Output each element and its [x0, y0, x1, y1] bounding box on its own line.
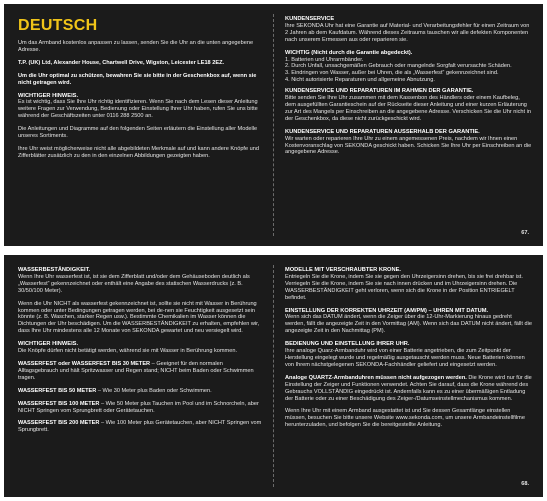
- rating-label: WASSERFEST BIS 50 METER: [18, 387, 97, 394]
- important-heading: WICHTIGER HINWEIS.: [18, 341, 79, 348]
- ampm-text: Wenn sich das DATUM ändert, wenn die Zeiger über die 12-Uhr-Markierung hinaus gedreht werden, fällt die angezeigte Zeit in den Vormittag (AM). Wenn sich das DATUM nicht ändert, fällt die angezeigte Zeit in den Nachmittag (PM).: [285, 314, 532, 335]
- warranty-repair-heading: KUNDENSERVICE UND REPARATUREN IM RAHMEN DER GARANTIE.: [285, 88, 474, 95]
- screw-crown-text: Entriegeln Sie die Krone, indem Sie sie gegen den Uhrzeigersinn drehen, bis sie frei drehbar ist. Verriegeln Sie die Krone, indem Sie sie nach innen drücken und im Uhrzeigersinn drehen. Die WASSERBESTÄNDIGKEIT geht verloren, wenn sich die Krone in der Position ENTRIEGELT befindet.: [285, 273, 523, 301]
- right-column: [285, 16, 532, 162]
- left-column: [18, 267, 262, 440]
- rating-label: WASSERFEST BIS 100 METER: [18, 400, 100, 407]
- operation-text: Ihre analoge Quarz-Armbanduhr wird von einer Batterie angetrieben, die zum Zeitpunkt der Herstellung eingelegt wurde und regelmäßig ausgetauscht werden muss. Neue Batterien können von Ihrem nächstgelegenen SEKONDA-Fachhändler geliefert und eingesetzt werden.: [285, 348, 525, 368]
- excluded-item: 2. Durch Unfall, unsachgemäßen Gebrauch oder mangelnde Sorgfalt verursachte Schäden.: [285, 63, 512, 70]
- intro-text: Um das Armband kostenlos anpassen zu lassen, senden Sie die Uhr an die unten angegebene Adresse.: [18, 40, 254, 53]
- warranty-repair-text: Bitte senden Sie Ihre Uhr zusammen mit dem Kassenbon des Händlers oder einem Kaufbeleg, dem ausgefüllten Garantieschein auf der Rückseite dieser Anleitung und einer kurzen Erläuterung zur Art des Mangels per Einschreiben an die angegebene Adresse. Verschicken Sie die Uhr nicht in der Geschenkbox, da diese nicht zurückgeschickt wird.: [285, 95, 531, 122]
- screw-crown-heading: MODELLE MIT VERSCHRAUBTER KRONE.: [285, 267, 401, 273]
- models-text: Die Anleitungen und Diagramme auf den folgenden Seiten erläutern die Einstellung aller Modelle unseres Sortiments.: [18, 126, 258, 140]
- rating-text: – Geeignet für den normalen Alltagsgebrauch und hält Spritzwasser und Regen stand; NICHT beim Baden oder Schwimmen tragen.: [18, 360, 254, 381]
- important-heading: WICHTIGER HINWEIS.: [18, 92, 79, 99]
- service-text: Ihre SEKONDA Uhr hat eine Garantie auf Material- und Verarbeitungsfehler für einen Zeitraum von 2 Jahren ab dem Kaufdatum. Während dieses Zeitraums tauschen wir alle defekten Komponenten nach unserem Ermessen aus oder reparieren sie.: [285, 22, 530, 43]
- water-text: Wenn Ihre Uhr wasserfest ist, ist sie dem Zifferblatt und/oder dem Gehäuseboden deutlich als „Wasserfest“ gekennzeichnet oder enthält eine Angabe des statischen Wasserdrucks (z. B. 30/50/100 Meter).: [18, 273, 250, 294]
- column-divider: [273, 14, 274, 236]
- rating-label: WASSERFEST BIS 200 METER: [18, 420, 100, 427]
- page-number: 67.: [521, 230, 529, 236]
- rating-text: – Wie 100 Meter plus Gerätetauchen, aber NICHT Springen vom Sprungbrett.: [18, 420, 262, 434]
- excluded-item: 4. Nicht autorisierte Reparaturen und allgemeine Abnutzung.: [285, 77, 435, 84]
- rating-label: WASSERFEST oder WASSERFEST BIS 30 METER: [18, 360, 151, 367]
- important-text: Es ist wichtig, dass Sie Ihre Uhr richtig identifizieren. Wenn Sie nach dem Lesen dieser Anleitung weitere Fragen zur Verwendung, Bedienung oder Einstellung Ihrer Uhr haben, rufen Sie uns bitte während der Geschäftszeiten unter 0116 288 2500 an.: [18, 99, 258, 120]
- right-column: [285, 267, 532, 435]
- protect-text: Um die Uhr optimal zu schützen, bewahren Sie sie bitte in der Geschenkbox auf, wenn sie nicht getragen wird.: [18, 72, 257, 86]
- address-text: T.P. (UK) Ltd, Alexander House, Chartwell Drive, Wigston, Leicester LE18 2EZ.: [18, 59, 225, 66]
- excluded-item: 3. Eindringen von Wasser, außer bei Uhren, die als „Wasserfest“ gekennzeichnet sind.: [285, 70, 499, 77]
- rating-100m: [18, 401, 262, 415]
- rating-200m: [18, 420, 262, 434]
- outside-warranty-heading: KUNDENSERVICE UND REPARATUREN AUSSERHALB DER GARANTIE.: [285, 128, 480, 135]
- excluded-item: 1. Batterien und Uhrarmbänder.: [285, 56, 364, 63]
- important-text: Die Knöpfe dürfen nicht betätigt werden, während sie mit Wasser in Berührung kommen.: [18, 348, 237, 355]
- outside-warranty-text: Wir warten oder reparieren Ihre Uhr zu einem angemessenen Preis, nachdem wir Ihnen einen Kostenvoranschlag von SEKONDA geschickt haben. Schicken Sie Ihre Uhr per Einschreiben an die angegebene Adresse.: [285, 135, 532, 156]
- water-heading: WASSERBESTÄNDIGKEIT.: [18, 267, 91, 273]
- excluded-heading: WICHTIG (Nicht durch die Garantie abgedeckt).: [285, 49, 413, 56]
- rating-30m: [18, 361, 262, 382]
- column-divider: [273, 265, 274, 487]
- page-number: 68.: [521, 481, 529, 487]
- page-title: DEUTSCH: [18, 17, 98, 34]
- quartz-heading: Analoge QUARTZ-Armbanduhren müssen nicht aufgezogen werden.: [285, 374, 467, 381]
- quartz-text: Die Krone wird nur für die Einstellung der Zeiger und Funktionen verwendet. Achten Sie darauf, dass die Krone während des Gebrauchs VOLLSTÄNDIG eingedrückt ist. Andernfalls kann es zu einer übermäßigen Entladung der Batterie oder zu einer Beschädigung des Zeiger-/Datumseinstellmechanismus kommen.: [285, 374, 532, 402]
- left-column: [18, 16, 262, 166]
- manual-page-67: [4, 4, 543, 246]
- service-heading: KUNDENSERVICE: [285, 16, 335, 22]
- not-water-text: Wenn die Uhr NICHT als wasserfest gekennzeichnet ist, sollte sie nicht mit Wasser in Berührung kommen oder unter Bedingungen getragen werden, bei de-nen sie Feuchtigkeit ausgesetzt sein könnte (z. B. Waschen, starker Regen usw.). Bestimmte Chemikalien im Wasser können die Dichtungen der Uhr beschädigen. Um die WASSERBESTÄNDIGKEIT zu erhalten, empfehlen wir, dass Ihre Uhr mindestens alle 12 Monate von SEKONDA gewartet und neu versiegelt wird.: [18, 300, 260, 335]
- features-text: Ihre Uhr weist möglicherweise nicht alle abgebildeten Merkmale auf und kann andere Knöpfe und Zifferblätter zusätzlich zu den in den einzelnen Abbildungen gezeigten haben.: [18, 145, 259, 159]
- ampm-heading: EINSTELLUNG DER KORREKTEN UHRZEIT (AM/PM) – UHREN MIT DATUM.: [285, 307, 489, 314]
- website-text: Wenn Ihre Uhr mit einem Armband ausgestattet ist und Sie dessen Gesamtlänge einstellen müssen, besuchen Sie bitte unsere Website www.sekonda.com, um unsere Armbandeinstellfilme herunterzuladen, und befolgen Sie die bereitgestellte Anleitung.: [285, 408, 525, 429]
- rating-text: – Wie 50 Meter plus Tauchen im Pool und im Schnorcheln, aber NICHT Springen vom Sprungbrett oder Gerätetauchen.: [18, 400, 259, 414]
- operation-heading: BEDIENUNG UND EINSTELLUNG IHRER UHR.: [285, 341, 410, 348]
- manual-page-68: [4, 255, 543, 497]
- quartz-paragraph: [285, 375, 532, 403]
- rating-50m: [18, 388, 262, 395]
- rating-text: – Wie 30 Meter plus Baden oder Schwimmen.: [96, 387, 212, 394]
